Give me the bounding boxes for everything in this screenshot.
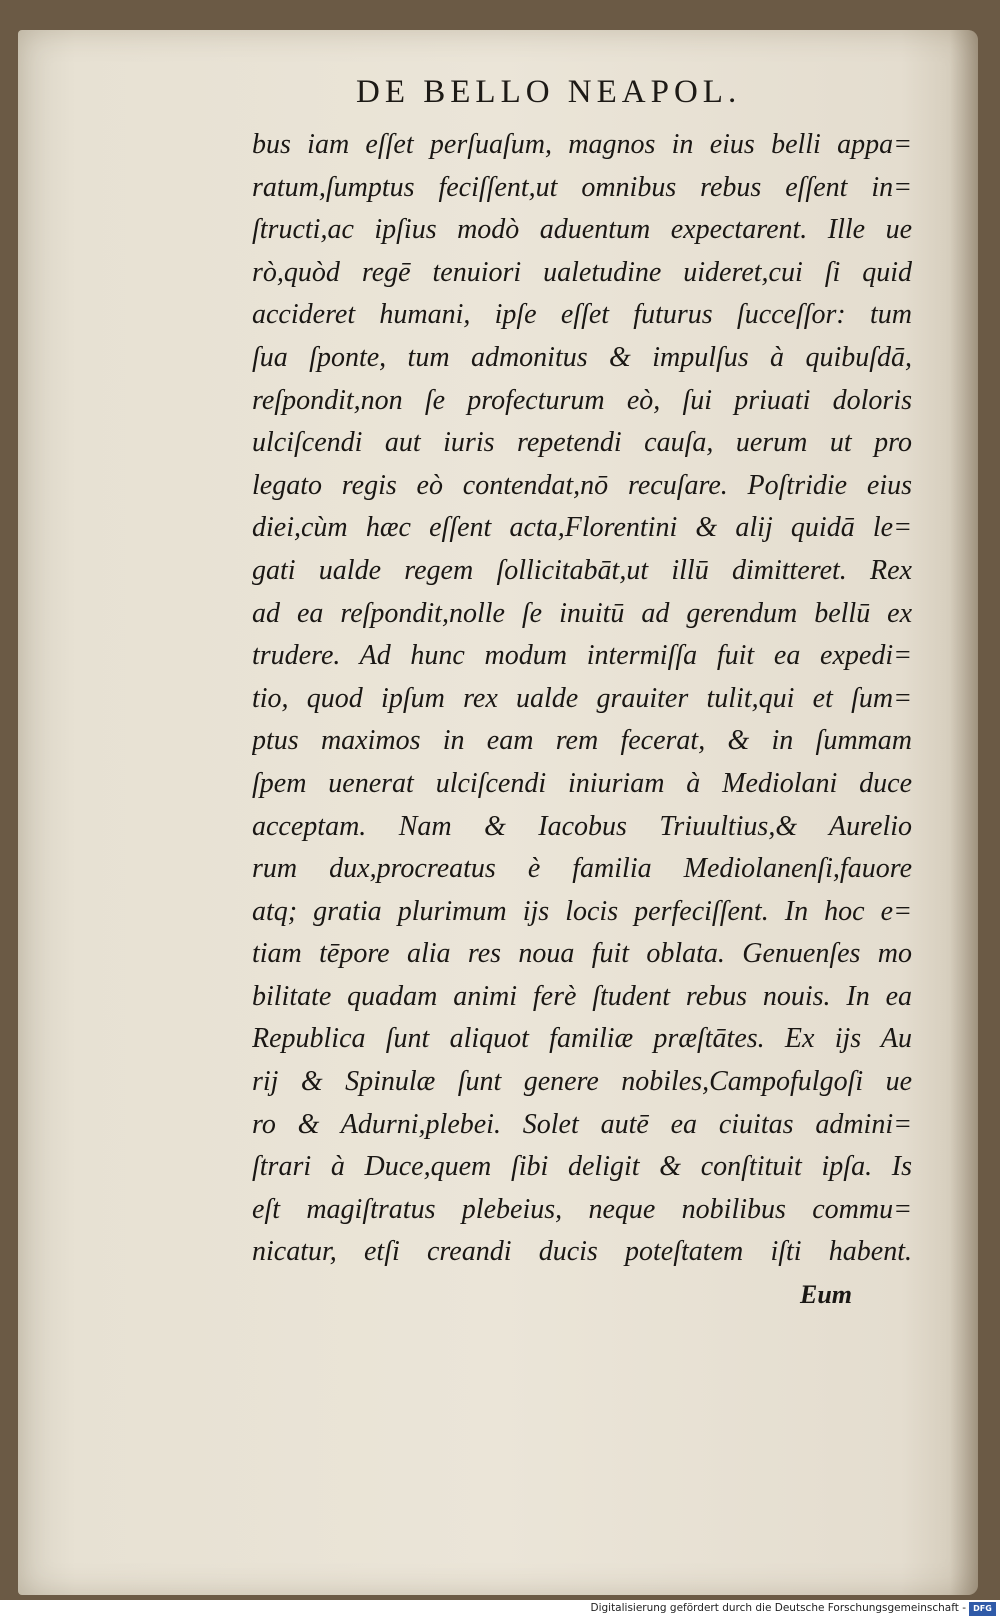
text-line: tiam tēpore alia res noua fuit oblata. Genuenſes mo	[252, 938, 912, 970]
text-line: ſpem uenerat ulciſcendi iniuriam à Mediolani duce	[252, 767, 912, 799]
text-line: bilitate quadam animi ferè ſtudent rebus nouis. In ea	[252, 980, 912, 1012]
page-edge-shadow	[950, 30, 978, 1595]
body-text	[252, 124, 912, 1274]
text-line: ſtrari à Duce,quem ſibi deligit & conſtituit ipſa. Is	[252, 1151, 912, 1183]
text-line: accideret humani, ipſe eſſet futurus ſucceſſor: tum	[252, 299, 912, 331]
text-line: acceptam. Nam & Iacobus Triuultius,& Aurelio	[252, 810, 912, 842]
running-head: DE BELLO NEAPOL.	[356, 74, 742, 110]
text-line: ratum,ſumptus feciſſent,ut omnibus rebus eſſent in=	[252, 171, 912, 203]
text-line: ulciſcendi aut iuris repetendi cauſa, uerum ut pro	[252, 427, 912, 459]
text-line: diei,cùm hæc eſſent acta,Florentini & alij quidā le=	[252, 512, 912, 544]
text-line: reſpondit,non ſe profecturum eò, ſui priuati doloris	[252, 384, 912, 416]
text-line: gati ualde regem ſollicitabāt,ut illū dimitteret. Rex	[252, 554, 912, 586]
catchword: Eum	[800, 1280, 853, 1309]
text-line: ptus maximos in eam rem fecerat, & in ſummam	[252, 725, 912, 757]
footer-credit: Digitalisierung gefördert durch die Deutsche Forschungsgemeinschaft -	[590, 1602, 966, 1614]
text-line: bus iam eſſet perſuaſum, magnos in eius belli appa=	[252, 129, 912, 160]
text-line: rò,quòd regē tenuiori ualetudine uideret,cui ſi quid	[252, 256, 912, 288]
text-line: tio, quod ipſum rex ualde grauiter tulit,qui et ſum=	[252, 682, 912, 714]
dfg-logo: DFG	[969, 1602, 996, 1616]
text-line: ro & Adurni,plebei. Solet autē ea ciuitas admini=	[252, 1108, 912, 1140]
text-line: ad ea reſpondit,nolle ſe inuitū ad gerendum bellū ex	[252, 597, 912, 629]
text-line: rum dux,procreatus è familia Mediolanenſi,fauore	[252, 853, 912, 885]
text-line: legato regis eò contendat,nō recuſare. Poſtridie eius	[252, 469, 912, 501]
footer-bar	[0, 1600, 1000, 1619]
text-line: nicatur, etſi creandi ducis poteſtatem iſti habent.	[252, 1236, 912, 1268]
text-line: Republica ſunt aliquot familiæ præſtātes. Ex ijs Au	[252, 1023, 912, 1055]
text-line: trudere. Ad hunc modum intermiſſa fuit ea expedi=	[252, 640, 912, 672]
text-line: rij & Spinulæ ſunt genere nobiles,Campofulgoſi ue	[252, 1066, 912, 1098]
text-line: ſua ſponte, tum admonitus & impulſus à quibuſdā,	[252, 341, 912, 373]
text-line: ſtructi,ac ipſius modò aduentum expectarent. Ille ue	[252, 214, 912, 246]
text-line: eſt magiſtratus plebeius, neque nobilibus commu=	[252, 1193, 912, 1225]
text-line: atq; gratia plurimum ijs locis perfeciſſent. In hoc e=	[252, 895, 912, 927]
